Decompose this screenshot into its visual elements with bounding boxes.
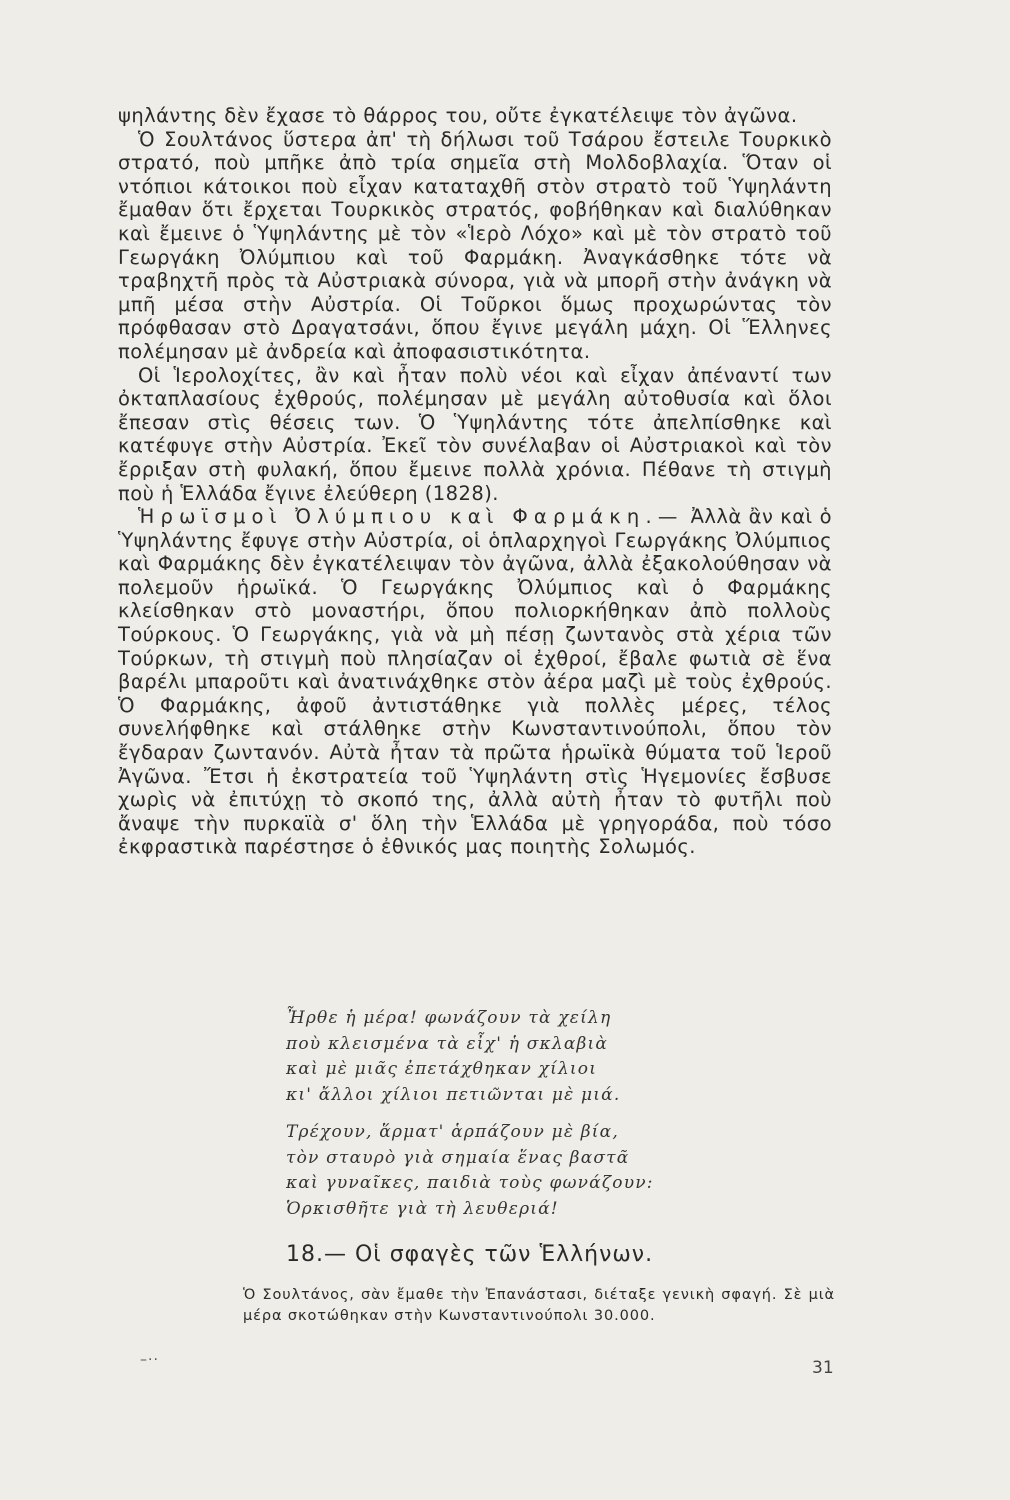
paragraph-continuation: ψηλάντης δὲν ἔχασε τὸ θάρρος του, οὔτε ἐγκατέλειψε τὸν ἀγῶνα. — [118, 104, 798, 127]
main-text — [118, 104, 832, 859]
margin-mark: –·· — [140, 1352, 159, 1368]
paragraph-sacred-band: Οἱ Ἱερολοχίτες, ἂν καὶ ἦταν πολὺ νέοι καὶ εἶχαν ἀπέναντί των ὀκταπλασίους ἐχθρούς, πολέμησαν μὲ μεγάλη αὐτοθυσία καὶ ὅλοι ἔπεσαν στὶς θέσεις των. Ὁ Ὑψηλάντης τότε ἀπελπίσθηκε καὶ κατέφυγε στὴν Αὐστρία. Ἐκεῖ τὸν συνέλαβαν οἱ Αὐστριακοὶ καὶ τὸν ἔρριξαν στὴ φυλακή, ὅπου ἔμεινε πολλὰ χρόνια. Πέθανε τὴ στιγμὴ ποὺ ἡ Ἑλλάδα ἔγινε ἐλεύθερη (1828). — [118, 363, 832, 505]
page-number: 31 — [812, 1358, 834, 1378]
paragraph-heroism — [118, 505, 832, 859]
poem-line: Ἦρθε ἡ μέρα! φωνάζουν τὰ χείλη — [286, 1008, 612, 1028]
poem-line: ποὺ κλεισμένα τὰ εἶχ' ἡ σκλαβιὰ — [286, 1033, 609, 1054]
poem-line: τὸν σταυρὸ γιὰ σημαία ἕνας βαστᾶ — [286, 1147, 630, 1168]
poem-stanza — [286, 1006, 806, 1108]
heroism-title: Ἡρωϊσμοὶ Ὀλύμπιου καὶ Φαρμάκη.— — [138, 505, 684, 529]
poem-line: Τρέχουν, ἅρματ' ἁρπάζουν μὲ βία, — [286, 1122, 619, 1142]
section-heading: 18.— Οἱ σφαγὲς τῶν Ἑλλήνων. — [286, 1242, 654, 1267]
paragraph-sultan-army: Ὁ Σουλτάνος ὕστερα ἀπ' τὴ δήλωσι τοῦ Τσάρου ἔστειλε Τουρκικὸ στρατό, ποὺ μπῆκε ἀπὸ τρία σημεῖα στὴ Μολδοβλαχία. Ὅταν οἱ ντόπιοι κάτοικοι ποὺ εἶχαν καταταχθῆ στὸν στρατὸ τοῦ Ὑψηλάντη ἔμαθαν ὅτι ἔρχεται Τουρκικὸς στρατός, φοβήθηκαν καὶ διαλύθηκαν καὶ ἔμεινε ὁ Ὑψηλάντης μὲ τὸν «Ἱερὸ Λόχο» καὶ μὲ τὸν στρατὸ τοῦ Γεωργάκη Ὀλύμπιου καὶ τοῦ Φαρμάκη. Ἀναγκάσθηκε τότε νὰ τραβηχτῆ πρὸς τὰ Αὐστριακὰ σύνορα, γιὰ νὰ μπορῆ στὴν ἀνάγκη νὰ μπῆ μέσα στὴν Αὐστρία. Οἱ Τοῦρκοι ὅμως προχωρώντας τὸν πρόφθασαν στὸ Δραγατσάνι, ὅπου ἔγινε μεγάλη μάχη. Οἱ Ἕλληνες πολέμησαν μὲ ἀνδρεία καὶ ἀποφασιστικότητα. — [118, 127, 832, 363]
poem-line: Ὁρκισθῆτε γιὰ τὴ λευθεριά! — [286, 1198, 559, 1219]
poem-line: κι' ἄλλοι χίλιοι πετιῶνται μὲ μιά. — [286, 1084, 621, 1105]
heroism-text: Ἀλλὰ ἂν καὶ ὁ Ὑψηλάντης ἔφυγε στὴν Αὐστρία, οἱ ὁπλαρχηγοὶ Γεωργάκης Ὀλύμπιος καὶ Φαρμάκης δὲν ἐγκατέλειψαν τὸν ἀγῶνα, ἀλλὰ ἐξακολούθησαν νὰ πολεμοῦν ἡρωϊκά. Ὁ Γεωργάκης Ὀλύμπιος καὶ ὁ Φαρμάκης κλείσθηκαν στὸ μοναστήρι, ὅπου πολιορκήθηκαν ἀπὸ πολλοὺς Τούρκους. Ὁ Γεωργάκης, γιὰ νὰ μὴ πέσῃ ζωντανὸς στὰ χέρια τῶν Τούρκων, τὴ στιγμὴ ποὺ πλησίαζαν οἱ ἐχθροί, ἔβαλε φωτιὰ σὲ ἕνα βαρέλι μπαροῦτι καὶ ἀνατινάχθηκε στὸν ἀέρα μαζὶ μὲ τοὺς ἐχθρούς. Ὁ Φαρμάκης, ἀφοῦ ἀντιστάθηκε γιὰ πολλὲς μέρες, τέλος συνελήφθηκε καὶ στάλθηκε στὴν Κωνσταντινούπολι, ὅπου τὸν ἔγδαραν ζωντανόν. Αὐτὰ ἦταν τὰ πρῶτα ἡρωϊκὰ θύματα τοῦ Ἱεροῦ Ἀγῶνα. Ἔτσι ἡ ἐκστρατεία τοῦ Ὑψηλάντη στὶς Ἡγεμονίες ἔσβυσε χωρὶς νὰ ἐπιτύχῃ τὸ σκοπό της, ἀλλὰ αὐτὴ ἦταν τὸ φυτῆλι ποὺ ἄναψε τὴν πυρκαϊὰ σ' ὅλη τὴν Ἑλλάδα μὲ γρηγοράδα, ποὺ τόσο ἐκφραστικὰ παρέστησε ὁ ἐθνικός μας ποιητὴς Σολωμός. — [118, 505, 832, 859]
solomos-poem — [286, 1006, 806, 1234]
poem-stanza — [286, 1120, 806, 1222]
poem-line: καὶ μὲ μιᾶς ἐπετάχθηκαν χίλιοι — [286, 1059, 598, 1079]
section-paragraph: Ὁ Σουλτάνος, σὰν ἔμαθε τὴν Ἐπανάστασι, διέταξε γενικὴ σφαγή. Σὲ μιὰ μέρα σκοτώθηκαν στὴν Κωνσταντινούπολι 30.000. — [243, 1287, 835, 1324]
section-text — [243, 1285, 835, 1327]
poem-line: καὶ γυναῖκες, παιδιὰ τοὺς φωνάζουν: — [286, 1173, 654, 1193]
